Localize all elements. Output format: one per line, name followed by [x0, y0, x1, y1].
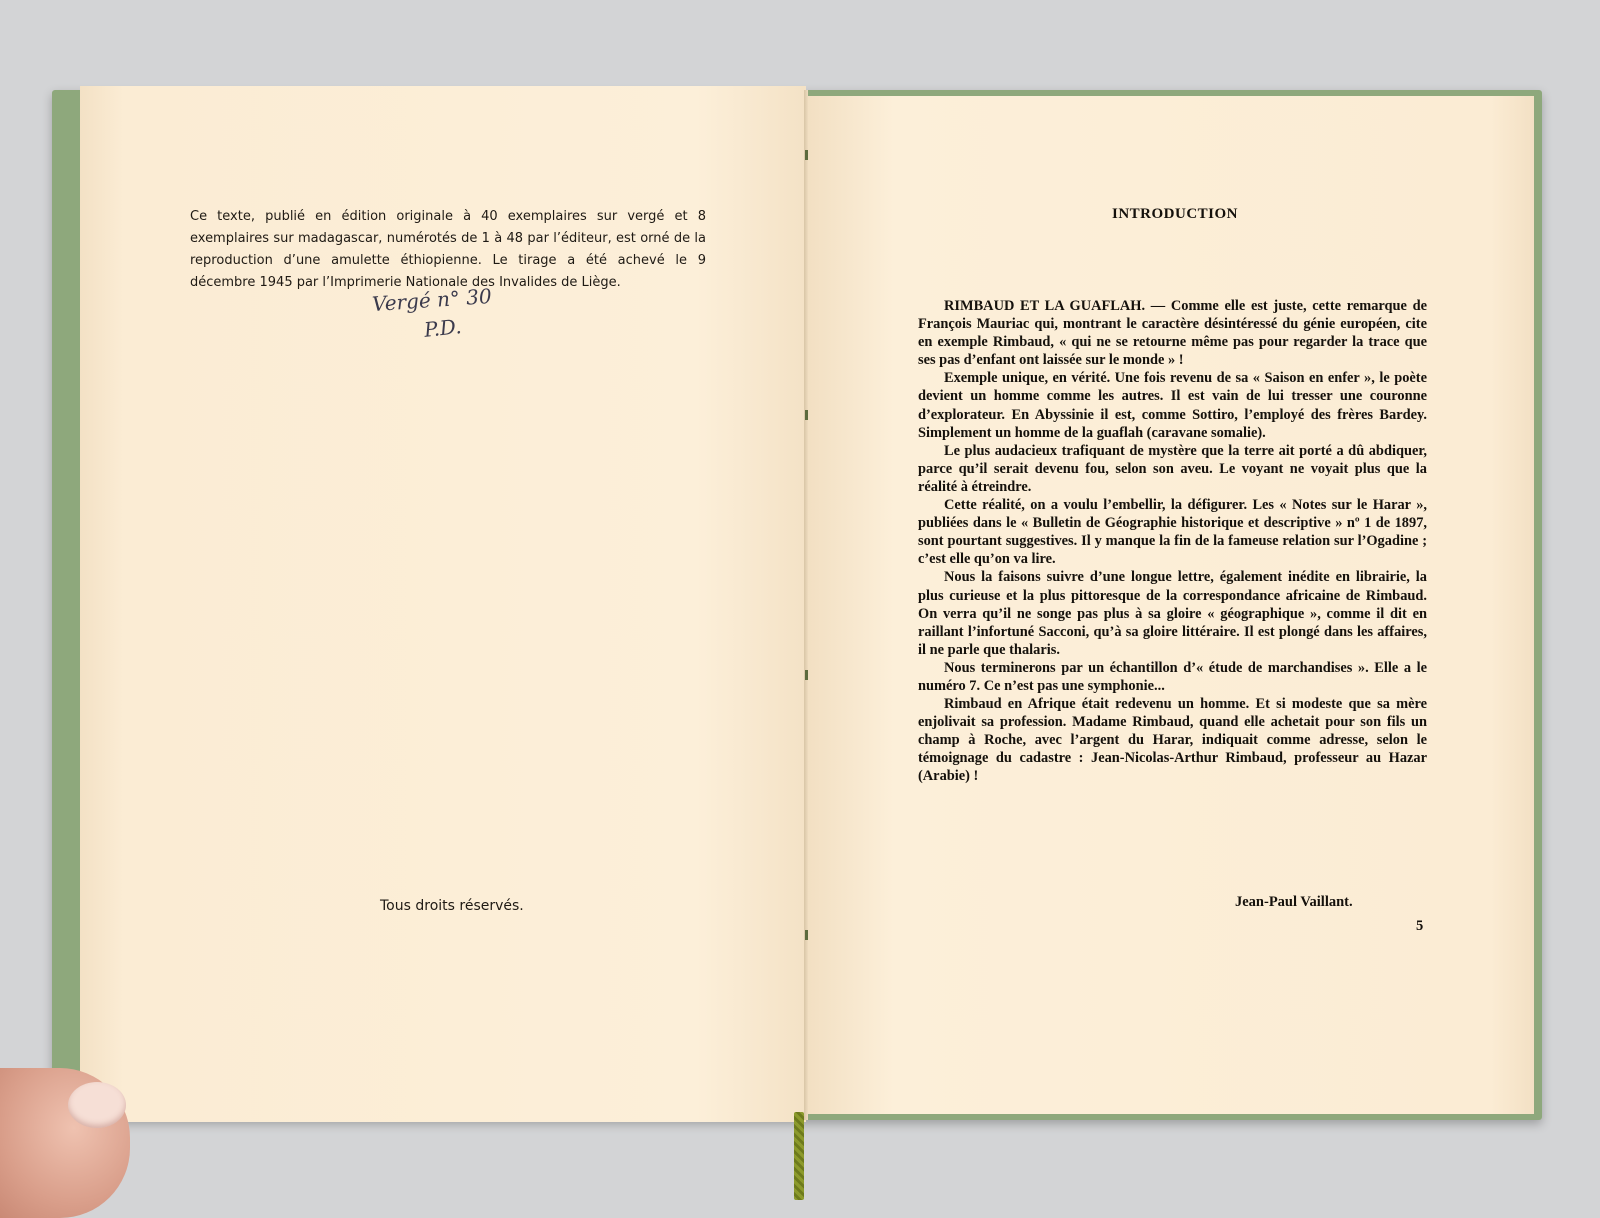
ribbon-bookmark: [794, 1112, 804, 1200]
paragraph: Nous terminerons par un échantillon d’« étude de marchandises ». Elle a le numéro 7. Ce n’est pas une symphonie...: [918, 659, 1427, 694]
binding-stitch: [805, 410, 808, 420]
paragraph: Nous la faisons suivre d’une longue lettre, également inédite en librairie, la plus curieuse et la plus pittoresque de la correspondance africaine de Rimbaud. On verra qu’il ne songe pas plus à sa gloire « géographique », comme il dit en raillant l’infortuné Sacconi, qu’à sa gloire littéraire. Il est plongé dans les affaires, il ne parle que thalaris.: [918, 569, 1427, 658]
paragraph: Cette réalité, on a voulu l’embellir, la défigurer. Les « Notes sur le Harar », publiées dans le « Bulletin de Géographie historique et descriptive » nº 1 de 1897, sont pourtant suggestives. Il y manque la fin de la fameuse relation sur l’Ogadine ; c’est elle qu’on va lire.: [918, 497, 1427, 568]
colophon-text: Ce texte, publié en édition originale à 40 exemplaires sur vergé et 8 exemplaires sur madagascar, numérotés de 1 à 48 par l’éditeur, est orné de la reproduction d’une amulette éthiopienne. Le tirage a été achevé le 9 décembre 1945 par l’Imprimerie Nationale des Invalides de Liège.: [190, 209, 706, 290]
page-number: 5: [1416, 918, 1424, 934]
paragraph: Le plus audacieux trafiquant de mystère que la terre ait porté a dû abdiquer, parce qu’il serait devenu fou, selon son aveu. Le voyant ne voyait plus que la réalité à étreindre.: [918, 442, 1427, 495]
binding-stitch: [805, 670, 808, 680]
paragraph: RIMBAUD ET LA GUAFLAH. — Comme elle est juste, cette remarque de François Mauriac qui, montrant le caractère désintéressé du génie européen, cite en exemple Rimbaud, « qui ne se retourne même pas pour regarder la trace que ses pas d’enfant ont laissée sur le monde » !: [918, 298, 1427, 369]
author-signature: Jean-Paul Vaillant.: [1235, 894, 1353, 910]
paragraph: Exemple unique, en vérité. Une fois revenu de sa « Saison en enfer », le poète devient un homme comme les autres. Il est vain de lui tresser une couronne d’explorateur. En Abyssinie il est, comme Sottiro, l’employé des frères Bardey. Simplement un homme de la guaflah (caravane somalie).: [918, 370, 1427, 441]
page-title: INTRODUCTION: [1111, 206, 1238, 222]
introduction-body: [918, 297, 1427, 786]
thumb-nail: [68, 1082, 126, 1128]
paragraph: Rimbaud en Afrique était redevenu un homme. Et si modeste que sa mère enjolivait sa profession. Madame Rimbaud, quand elle achetait pour son fils un champ à Roche, avec l’argent du Harar, indiquait comme adresse, selon le témoignage du cadastre : Jean-Nicolas-Arthur Rimbaud, professeur au Hazar (Arabie) !: [918, 696, 1427, 785]
handwritten-initials: P.D.: [422, 314, 463, 342]
handwritten-copy-number: Vergé n° 30: [371, 283, 493, 317]
book-gutter: [804, 90, 808, 1120]
rights-notice: Tous droits réservés.: [380, 898, 524, 914]
binding-stitch: [805, 150, 808, 160]
binding-stitch: [805, 930, 808, 940]
handwritten-annotation: [371, 283, 572, 348]
